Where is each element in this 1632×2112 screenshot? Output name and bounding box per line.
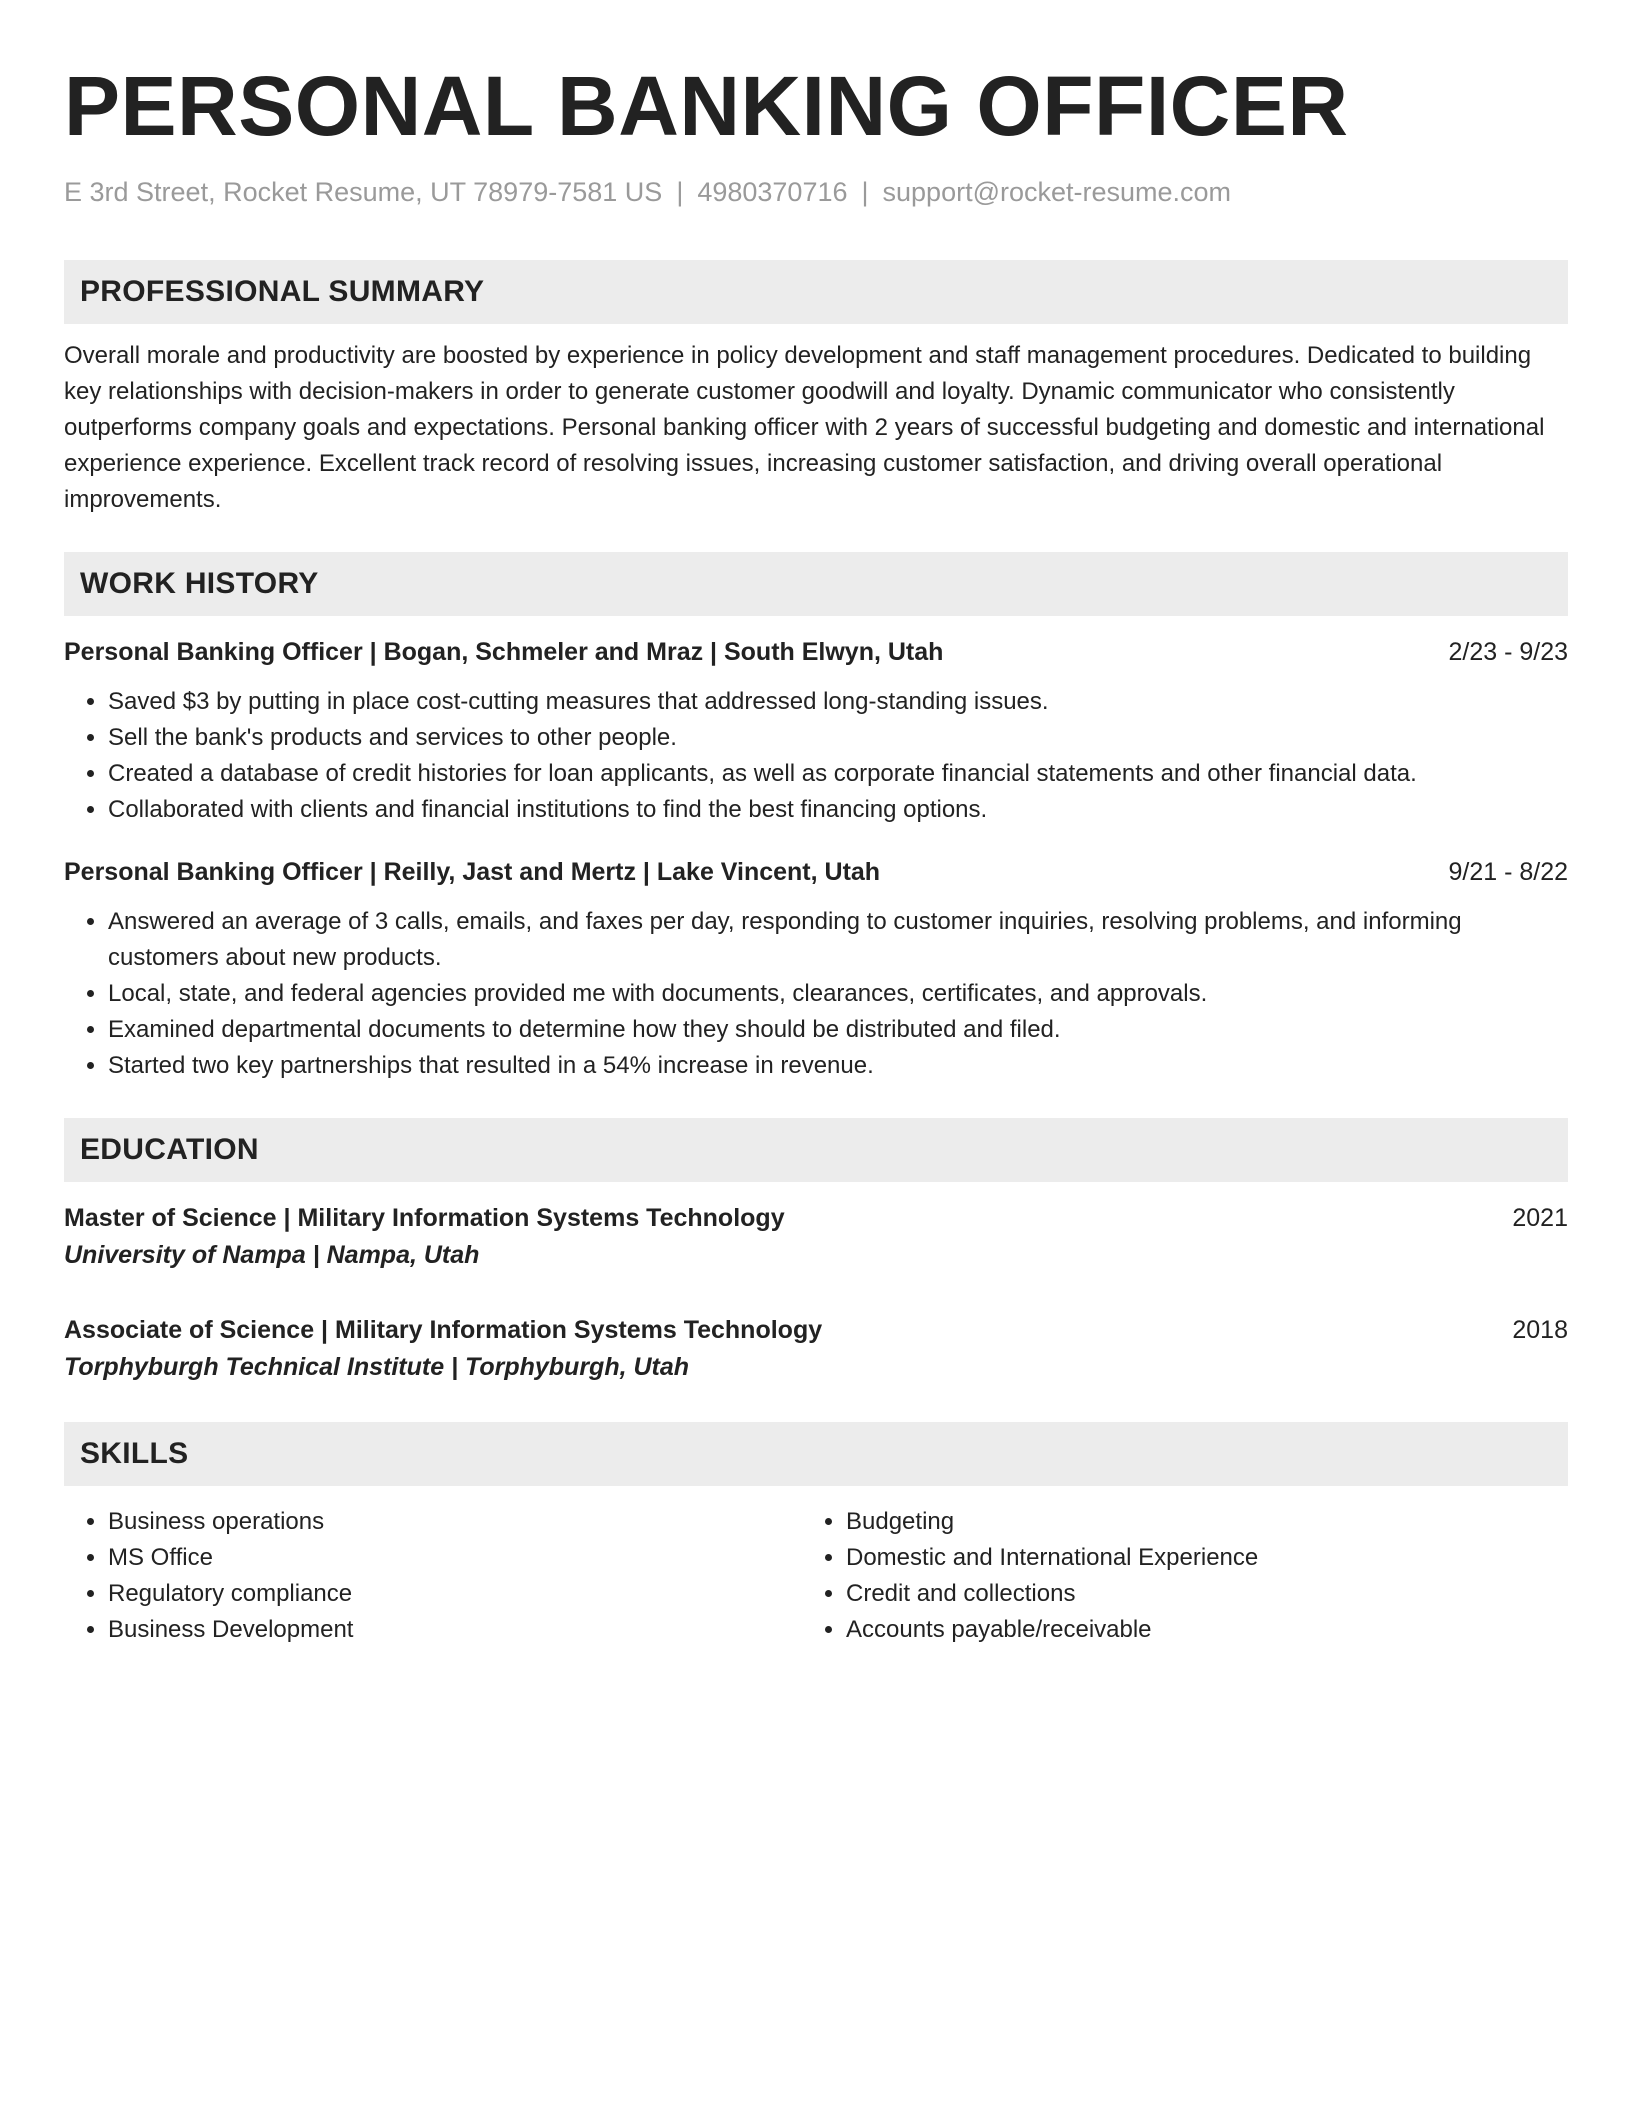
- skill-item: • Business Development: [108, 1612, 802, 1648]
- skill-item: • MS Office: [108, 1540, 802, 1576]
- skills-column-right: [802, 1504, 1540, 1648]
- job-bullet: • Saved $3 by putting in place cost-cutting measures that addressed long-standing issues.: [108, 684, 1568, 720]
- contact-separator: |: [861, 177, 869, 207]
- job-bullet: • Local, state, and federal agencies provided me with documents, clearances, certificates, and approvals.: [108, 976, 1568, 1012]
- job-bullet: • Started two key partnerships that resulted in a 54% increase in revenue.: [108, 1048, 1568, 1084]
- job-header: [64, 634, 1568, 670]
- job-bullet: • Created a database of credit histories for loan applicants, as well as corporate financial statements and other financial data.: [108, 756, 1568, 792]
- education-year: 2018: [1512, 1316, 1568, 1344]
- contact-separator: |: [676, 177, 684, 207]
- education-year: 2021: [1512, 1204, 1568, 1232]
- section-heading-education: EDUCATION: [64, 1118, 1568, 1182]
- education-degree: Associate of Science | Military Information Systems Technology: [64, 1316, 823, 1344]
- contact-address: E 3rd Street, Rocket Resume, UT 78979-7581 US: [64, 177, 663, 207]
- job-bullet: • Answered an average of 3 calls, emails, and faxes per day, responding to customer inquiries, resolving problems, and informing customers about new products.: [108, 904, 1568, 976]
- job-bullets: [64, 904, 1568, 1084]
- skills-list: [64, 1504, 802, 1648]
- job-entry: [64, 634, 1568, 828]
- job-title: Personal Banking Officer | Bogan, Schmeler and Mraz | South Elwyn, Utah: [64, 638, 944, 666]
- education-header: [64, 1312, 1568, 1348]
- skills-list: [802, 1504, 1540, 1648]
- skill-item: • Domestic and International Experience: [846, 1540, 1540, 1576]
- education-school: Torphyburgh Technical Institute | Torphyburgh, Utah: [64, 1353, 690, 1381]
- candidate-name: PERSONAL BANKING OFFICER: [64, 59, 1349, 153]
- job-header: [64, 854, 1568, 890]
- skills-column-left: [64, 1504, 802, 1648]
- education-degree: Master of Science | Military Information Systems Technology: [64, 1204, 785, 1232]
- education-entry: [64, 1200, 1568, 1274]
- education-entry: [64, 1312, 1568, 1386]
- job-bullet: • Sell the bank's products and services to other people.: [108, 720, 1568, 756]
- education-header: [64, 1200, 1568, 1236]
- section-heading-work-history: WORK HISTORY: [64, 552, 1568, 616]
- skill-item: • Regulatory compliance: [108, 1576, 802, 1612]
- summary-text: Overall morale and productivity are boosted by experience in policy development and staff management procedures. Dedicated to building key relationships with decision-makers in order to generate customer goodwill and loyalty. Dynamic communicator who consistently outperforms company goals and expectations. Personal banking officer with 2 years of successful budgeting and domestic and international experience experience. Excellent track record of resolving issues, increasing customer satisfaction, and driving overall operational improvements.: [64, 342, 1545, 513]
- job-dates: 2/23 - 9/23: [1448, 638, 1568, 666]
- job-bullet: • Collaborated with clients and financial institutions to find the best financing options.: [108, 792, 1568, 828]
- skill-item: • Budgeting: [846, 1504, 1540, 1540]
- job-dates: 9/21 - 8/22: [1448, 858, 1568, 886]
- job-entry: [64, 854, 1568, 1084]
- skills-grid: [64, 1504, 1568, 1648]
- skill-item: • Credit and collections: [846, 1576, 1540, 1612]
- education-school: University of Nampa | Nampa, Utah: [64, 1241, 480, 1269]
- skill-item: • Accounts payable/receivable: [846, 1612, 1540, 1648]
- job-title: Personal Banking Officer | Reilly, Jast and Mertz | Lake Vincent, Utah: [64, 858, 881, 886]
- contact-line: [64, 174, 1568, 210]
- section-heading-skills: SKILLS: [64, 1422, 1568, 1486]
- section-heading-summary: PROFESSIONAL SUMMARY: [64, 260, 1568, 324]
- contact-phone: 4980370716: [697, 177, 848, 207]
- job-bullets: [64, 684, 1568, 828]
- job-bullet: • Examined departmental documents to determine how they should be distributed and filed.: [108, 1012, 1568, 1048]
- skill-item: • Business operations: [108, 1504, 802, 1540]
- contact-email: support@rocket-resume.com: [882, 177, 1232, 207]
